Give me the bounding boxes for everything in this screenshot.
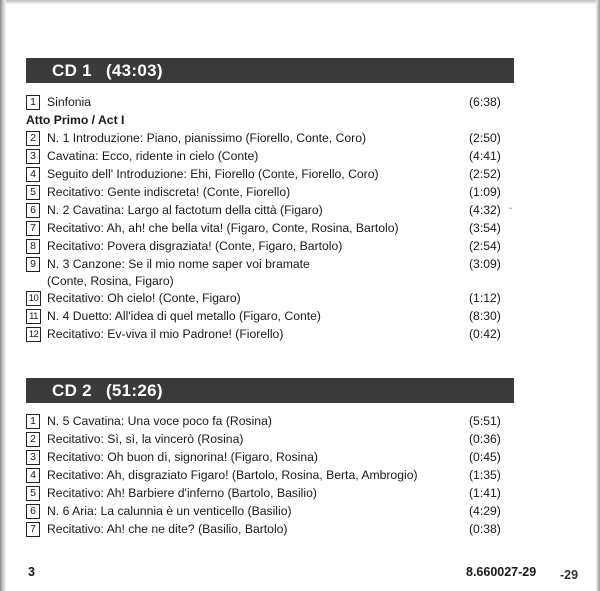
track-duration: (1:09) (469, 185, 501, 199)
track-row (26, 237, 516, 255)
track-title: Recitativo: Ah, disgraziato Figaro! (Bartolo, Rosina, Berta, Ambrogio) (47, 468, 418, 482)
track-row (26, 448, 516, 466)
track-title: Sinfonia (47, 95, 92, 109)
track-title: Recitativo: Sì, sì, la vincerò (Rosina) (47, 432, 244, 446)
track-duration: (4:32) (469, 203, 501, 217)
track-row (26, 165, 516, 183)
track-duration: (0:36) (469, 432, 501, 446)
cd1-label: CD 1 (52, 61, 92, 80)
track-row (26, 129, 516, 147)
track-row (26, 466, 516, 484)
track-number: 3 (26, 450, 40, 465)
track-number: 1 (26, 414, 40, 429)
cd2-label: CD 2 (52, 381, 92, 400)
track-duration: (2:54) (469, 239, 501, 253)
track-duration: (5:51) (469, 414, 501, 428)
track-title: Recitativo: Povera disgraziata! (Conte, Figaro, Bartolo) (47, 239, 343, 253)
track-duration: (4:41) (469, 149, 501, 163)
catalog-number: 8.660027-29 (466, 565, 537, 579)
page-edge-left (0, 0, 6, 591)
track-row (26, 147, 516, 165)
track-duration: (8:30) (469, 309, 501, 323)
track-row (26, 255, 516, 289)
track-duration: (2:50) (469, 131, 501, 145)
track-duration: (1:41) (469, 486, 501, 500)
track-number: 5 (26, 486, 40, 501)
track-row (26, 93, 516, 111)
track-number: 10 (26, 291, 41, 306)
track-title: N. 4 Duetto: All'idea di quel metallo (Figaro, Conte) (47, 309, 321, 323)
track-row (26, 289, 516, 307)
track-number: 7 (26, 221, 40, 236)
track-title: Recitativo: Gente indiscreta! (Conte, Fiorello) (47, 185, 291, 199)
track-title: Recitativo: Oh cielo! (Conte, Figaro) (47, 291, 241, 305)
track-row (26, 219, 516, 237)
pencil-mark: ˇ (509, 207, 513, 218)
cd1-duration: (43:03) (105, 61, 163, 80)
catalog-number-bleed: -29 (560, 568, 579, 582)
cd2-duration: (51:26) (105, 381, 163, 400)
page-number: 3 (28, 565, 35, 579)
track-number: 2 (26, 131, 40, 146)
track-title: N. 6 Aria: La calunnia è un venticello (Basilio) (47, 504, 292, 518)
track-title-line1: N. 3 Canzone: Se il mio nome saper voi bramate (47, 257, 310, 271)
page-edge-top (0, 0, 600, 4)
track-duration: (1:12) (469, 291, 501, 305)
track-row (26, 325, 516, 343)
page-edge-right (596, 0, 600, 591)
track-title: N. 5 Cavatina: Una voce poco fa (Rosina) (47, 414, 272, 428)
track-number: 8 (26, 239, 40, 254)
act-heading: Atto Primo / Act I (26, 113, 125, 127)
track-duration: (2:52) (469, 167, 501, 181)
track-duration: (4:29) (469, 504, 501, 518)
track-number: 6 (26, 504, 40, 519)
cd2-header (26, 378, 514, 403)
track-number: 5 (26, 185, 40, 200)
track-number: 2 (26, 432, 40, 447)
track-row (26, 201, 516, 219)
track-title (47, 255, 310, 289)
track-duration: (6:38) (469, 95, 501, 109)
track-title-line2: (Conte, Rosina, Figaro) (47, 274, 174, 288)
track-title: N. 2 Cavatina: Largo al factotum della città (Figaro) (47, 203, 323, 217)
track-duration: (0:38) (469, 522, 501, 536)
track-row (26, 430, 516, 448)
track-number: 4 (26, 167, 40, 182)
track-number: 12 (26, 327, 41, 342)
track-row (26, 502, 516, 520)
track-number: 11 (26, 309, 41, 324)
track-duration: (3:09) (469, 257, 501, 271)
track-duration: (0:45) (469, 450, 501, 464)
track-duration: (3:54) (469, 221, 501, 235)
track-row (26, 307, 516, 325)
cd1-header (26, 58, 514, 83)
track-duration: (0:42) (469, 327, 501, 341)
track-title: N. 1 Introduzione: Piano, pianissimo (Fiorello, Conte, Coro) (47, 131, 367, 145)
track-row (26, 520, 516, 538)
cd1-tracklist (26, 93, 516, 343)
track-row (26, 183, 516, 201)
track-row (26, 412, 516, 430)
track-title: Recitativo: Ah, ah! che bella vita! (Figaro, Conte, Rosina, Bartolo) (47, 221, 399, 235)
track-number: 7 (26, 522, 40, 537)
track-title: Recitativo: Ah! che ne dite? (Basilio, Bartolo) (47, 522, 288, 536)
track-number: 1 (26, 95, 40, 110)
track-title: Recitativo: Oh buon dì, signorina! (Figaro, Rosina) (47, 450, 318, 464)
track-title: Recitativo: Ev-viva il mio Padrone! (Fiorello) (47, 327, 284, 341)
track-number: 4 (26, 468, 40, 483)
track-number: 6 (26, 203, 40, 218)
track-number: 9 (26, 257, 40, 272)
track-title: Recitativo: Ah! Barbiere d'inferno (Bartolo, Basilio) (47, 486, 317, 500)
track-number: 3 (26, 149, 40, 164)
track-title: Seguito dell' Introduzione: Ehi, Fiorello (Conte, Fiorello, Coro) (47, 167, 379, 181)
track-title: Cavatina: Ecco, ridente in cielo (Conte) (47, 149, 259, 163)
track-duration: (1:35) (469, 468, 501, 482)
track-row (26, 484, 516, 502)
cd2-tracklist (26, 412, 516, 538)
